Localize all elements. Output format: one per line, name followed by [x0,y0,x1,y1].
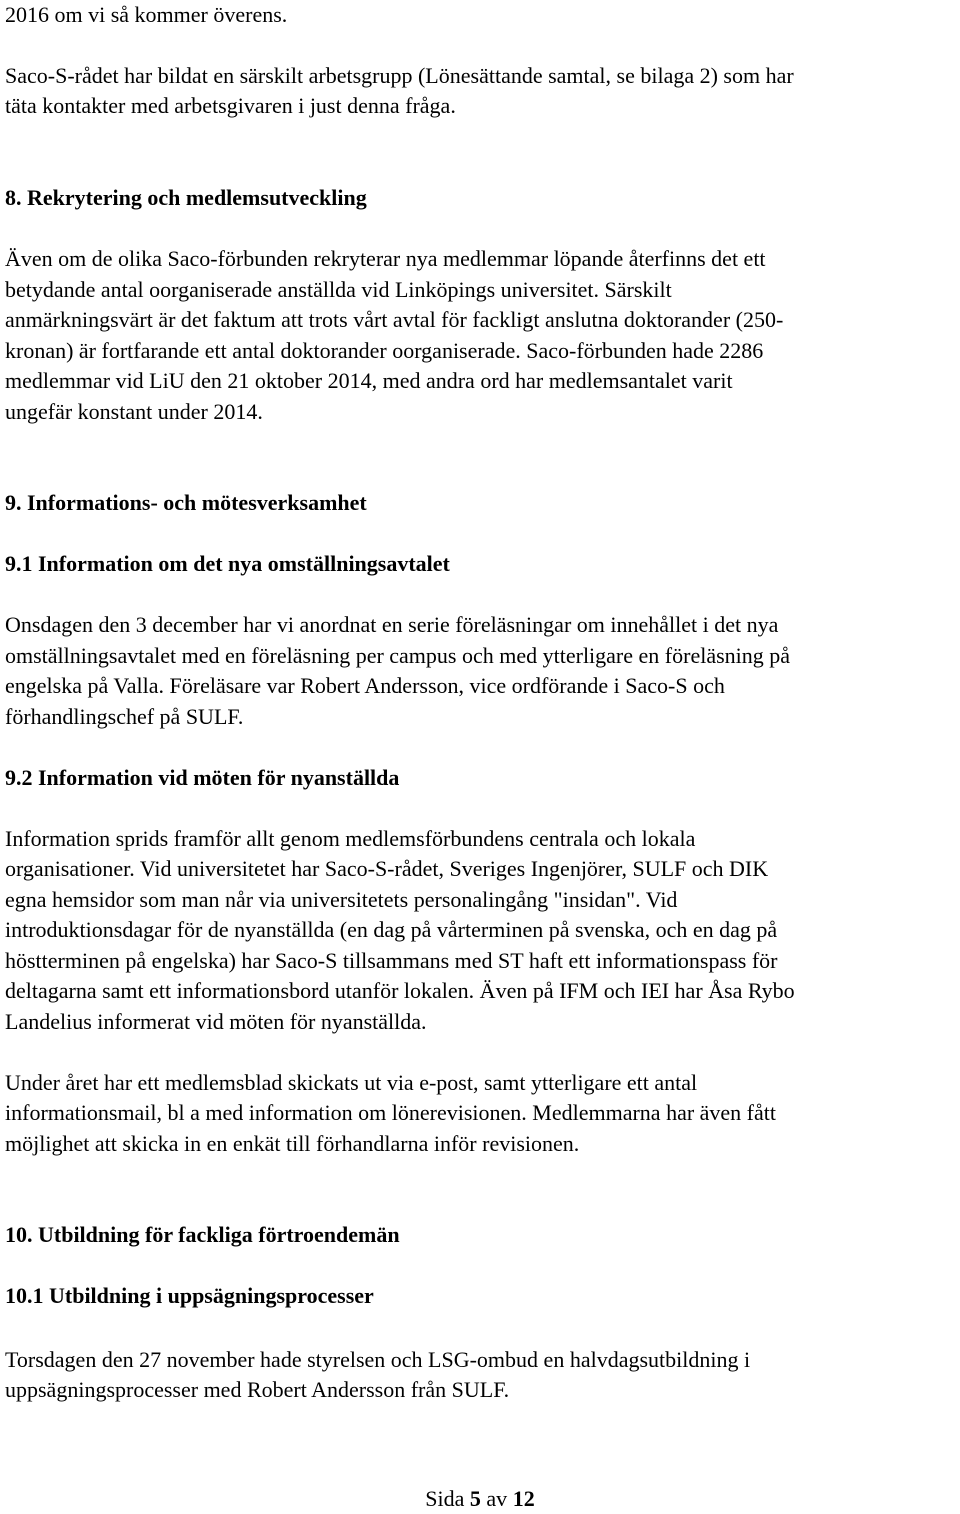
body-line: förhandlingschef på SULF. [5,704,244,729]
body-line: engelska på Valla. Föreläsare var Robert Andersson, vice ordförande i Saco-S och [5,673,725,698]
section-heading-8: 8. Rekrytering och medlemsutveckling [5,185,367,210]
body-line: informationsmail, bl a med information om lönerevisionen. Medlemmarna har även fått [5,1100,776,1125]
body-line: betydande antal oorganiserade anställda vid Linköpings universitet. Särskilt [5,277,672,302]
section-heading-9-2: 9.2 Information vid möten för nyanställda [5,765,400,790]
body-line: Landelius informerat vid möten för nyanställda. [5,1009,427,1034]
body-line: kronan) är fortfarande ett antal doktorander oorganiserade. Saco-förbunden hade 2286 [5,338,764,363]
body-line: Under året har ett medlemsblad skickats ut via e-post, samt ytterligare ett antal [5,1070,698,1095]
body-line: Information sprids framför allt genom medlemsförbundens centrala och lokala [5,826,696,851]
page-total: 12 [512,1486,535,1511]
body-line: anmärkningsvärt är det faktum att trots vårt avtal för fackligt anslutna doktorander (250- [5,307,784,332]
body-line: möjlighet att skicka in en enkät till förhandlarna inför revisionen. [5,1131,580,1156]
body-line: egna hemsidor som man når via universitetets personalingång "insidan". Vid [5,887,678,912]
body-line: täta kontakter med arbetsgivaren i just denna fråga. [5,93,456,118]
section-heading-9: 9. Informations- och mötesverksamhet [5,490,367,515]
page-of-label: av [486,1486,508,1511]
body-line: organisationer. Vid universitetet har Saco-S-rådet, Sveriges Ingenjörer, SULF och DIK [5,856,769,881]
section-heading-9-1: 9.1 Information om det nya omställningsavtalet [5,551,450,576]
body-line: medlemmar vid LiU den 21 oktober 2014, med andra ord har medlemsantalet varit [5,368,733,393]
body-line: omställningsavtalet med en föreläsning per campus och med ytterligare en föreläsning på [5,643,791,668]
body-line: höstterminen på engelska) har Saco-S tillsammans med ST haft ett informationspass för [5,948,778,973]
body-line: uppsägningsprocesser med Robert Andersson från SULF. [5,1377,510,1402]
body-line: Torsdagen den 27 november hade styrelsen och LSG-ombud en halvdagsutbildning i [5,1347,751,1372]
section-heading-10: 10. Utbildning för fackliga förtroendemän [5,1222,400,1247]
body-line: Onsdagen den 3 december har vi anordnat en serie föreläsningar om innehållet i det nya [5,612,779,637]
section-heading-10-1: 10.1 Utbildning i uppsägningsprocesser [5,1283,374,1308]
body-line: Saco-S-rådet har bildat en särskilt arbetsgrupp (Lönesättande samtal, se bilaga 2) som har [5,63,794,88]
body-line: deltagarna samt ett informationsbord utanför lokalen. Även på IFM och IEI har Åsa Rybo [5,978,795,1003]
page-label: Sida [425,1486,465,1511]
body-line: ungefär konstant under 2014. [5,399,263,424]
page-number: 5 [469,1486,481,1511]
body-line: Även om de olika Saco-förbunden rekryterar nya medlemmar löpande återfinns det ett [5,246,766,271]
body-line: introduktionsdagar för de nyanställda (en dag på vårterminen på svenska, och en dag på [5,917,778,942]
page-footer [0,1484,960,1514]
body-line: 2016 om vi så kommer överens. [5,2,288,27]
